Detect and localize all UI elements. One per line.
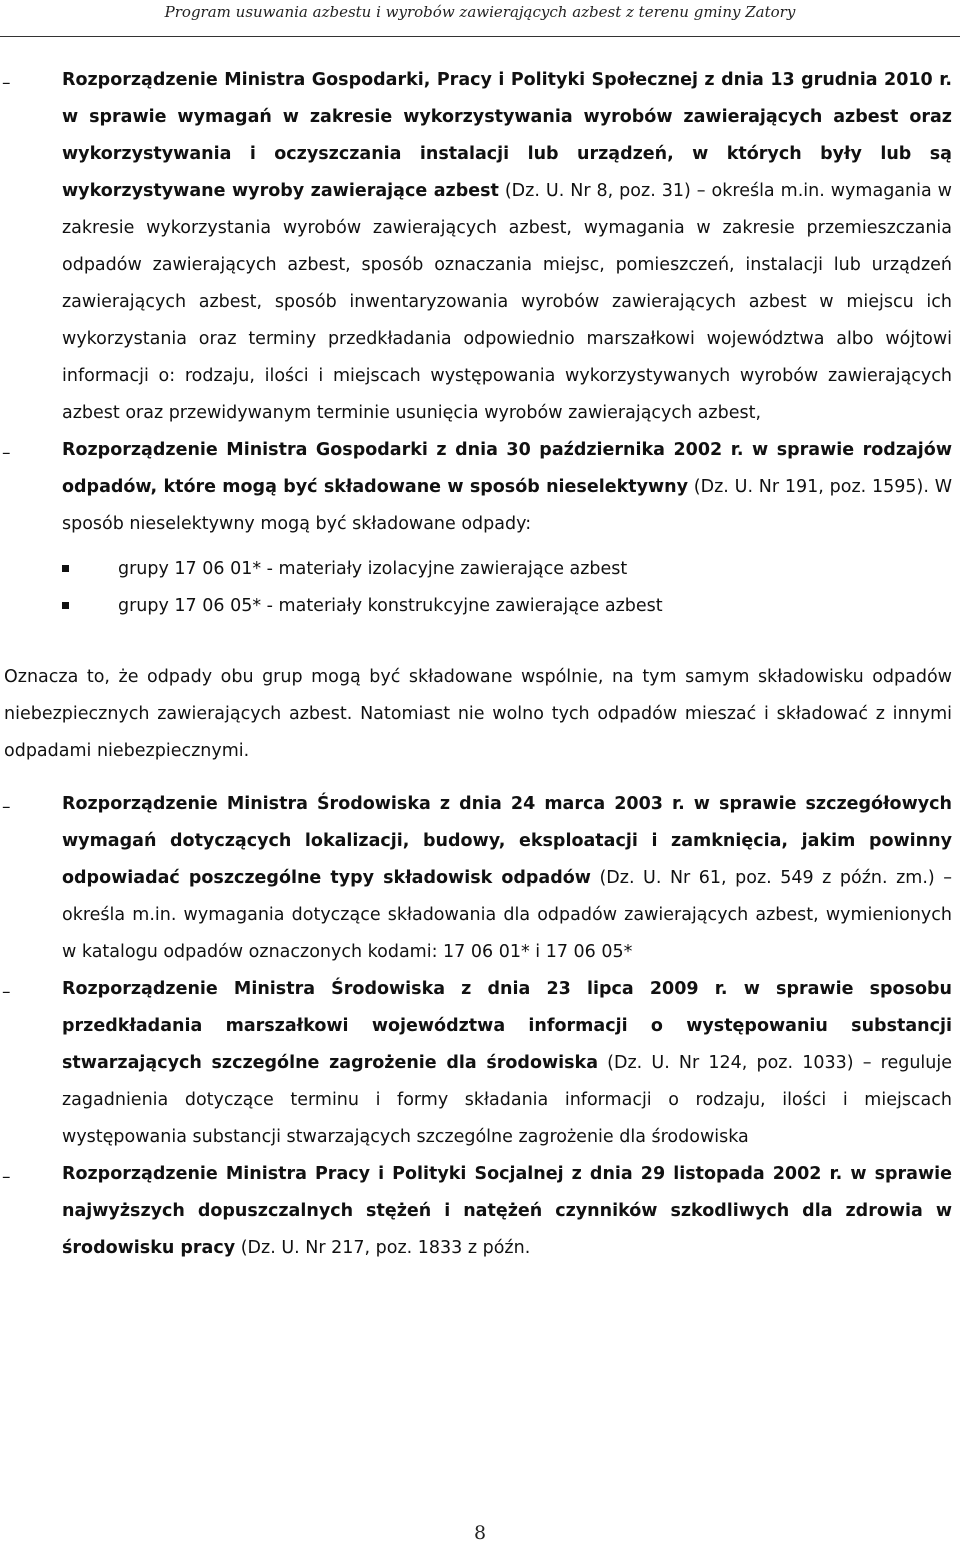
waste-group-item [0,588,956,625]
dash-bullet: – [2,443,11,463]
waste-group-item [0,551,956,588]
regulation-title: Rozporządzenie Ministra Pracy i Polityki Socjalnej z dnia 29 listopada 2002 r. w sprawie najwyższych dopuszczalnych stężeń i natężeń czynników szkodliwych dla zdrowia w środowisku pracy [62,1164,952,1258]
regulation-description: (Dz. U. Nr 8, poz. 31) – określa m.in. wymagania w zakresie wykorzystania wyrobów zawierających azbest, wymagania w zakresie przemieszczania odpadów zawierających azbest, sposób oznaczania miejsc, pomieszczeń, instalacji lub urządzeń zawierających azbest, sposób inwentaryzowania wyrobów zawierających azbest w miejscu ich wykorzystania oraz terminy przedkładania odpowiednio marszałkowi województwa albo wójtowi informacji o: rodzaju, ilości i miejscach występowania wykorzystywanych wyrobów zawierających azbest oraz przewidywanym terminie usunięcia wyrobów zawierających azbest, [62,181,952,423]
page-number: 8 [473,1522,487,1544]
regulation-paragraph [62,786,952,971]
explanation-paragraph: Oznacza to, że odpady obu grup mogą być składowane wspólnie, na tym samym składowisku odpadów niebezpiecznych zawierających azbest. Natomiast nie wolno tych odpadów mieszać i składować z innymi odpadami niebezpiecznymi. [4,667,952,761]
regulation-description: (Dz. U. Nr 191, poz. 1595). W sposób nieselektywny mogą być składowane odpady: [62,477,952,534]
list-item [0,1156,956,1267]
explanation-block [0,659,956,770]
regulation-description: (Dz. U. Nr 217, poz. 1833 z późn. [235,1238,531,1258]
header-title: Program usuwania azbestu i wyrobów zawierających azbest z terenu gminy Zatory [164,3,796,21]
waste-group-list [0,551,956,625]
square-bullet-icon [62,565,69,572]
square-bullet-icon [62,602,69,609]
regulation-title: Rozporządzenie Ministra Środowiska z dnia 24 marca 2003 r. w sprawie szczegółowych wymagań dotyczących lokalizacji, budowy, eksploatacji i zamknięcia, jakim powinny odpowiadać poszczególne typy składowisk odpadów [62,794,952,888]
dash-bullet: – [2,982,11,1002]
regulation-paragraph [62,432,952,543]
list-item [0,62,956,432]
dash-bullet: – [2,73,11,93]
regulation-paragraph [62,62,952,432]
page-content [0,62,956,1267]
header-divider [0,36,960,37]
regulation-paragraph [62,1156,952,1267]
regulation-title: Rozporządzenie Ministra Gospodarki z dnia 30 października 2002 r. w sprawie rodzajów odpadów, które mogą być składowane w sposób nieselektywny [62,440,952,497]
list-item [0,432,956,543]
list-item [0,971,956,1156]
waste-group-text: grupy 17 06 05* - materiały konstrukcyjne zawierające azbest [118,596,663,616]
dash-bullet: – [2,797,11,817]
dash-bullet: – [2,1167,11,1187]
regulation-title: Rozporządzenie Ministra Środowiska z dnia 23 lipca 2009 r. w sprawie sposobu przedkładania marszałkowi województwa informacji o występowaniu substancji stwarzających szczególne zagrożenie dla środowiska [62,979,952,1073]
regulation-description: (Dz. U. Nr 61, poz. 549 z późn. zm.) – określa m.in. wymagania dotyczące składowania dla odpadów zawierających azbest, wymienionych w katalogu odpadów oznaczonych kodami: 17 06 01* i 17 06 05* [62,868,952,962]
page-header [0,0,960,38]
regulation-paragraph [62,971,952,1156]
list-item [0,786,956,971]
waste-group-text: grupy 17 06 01* - materiały izolacyjne zawierające azbest [118,559,628,579]
regulation-title: Rozporządzenie Ministra Gospodarki, Pracy i Polityki Społecznej z dnia 13 grudnia 2010 r. w sprawie wymagań w zakresie wykorzystywania wyrobów zawierających azbest oraz wykorzystywania i oczyszczania instalacji lub urządzeń, w których były lub są wykorzystywane wyroby zawierające azbest [62,70,952,201]
regulation-description: (Dz. U. Nr 124, poz. 1033) – reguluje zagadnienia dotyczące terminu i formy składania informacji o rodzaju, ilości i miejscach występowania substancji stwarzających szczególne zagrożenie dla środowiska [62,1053,952,1147]
